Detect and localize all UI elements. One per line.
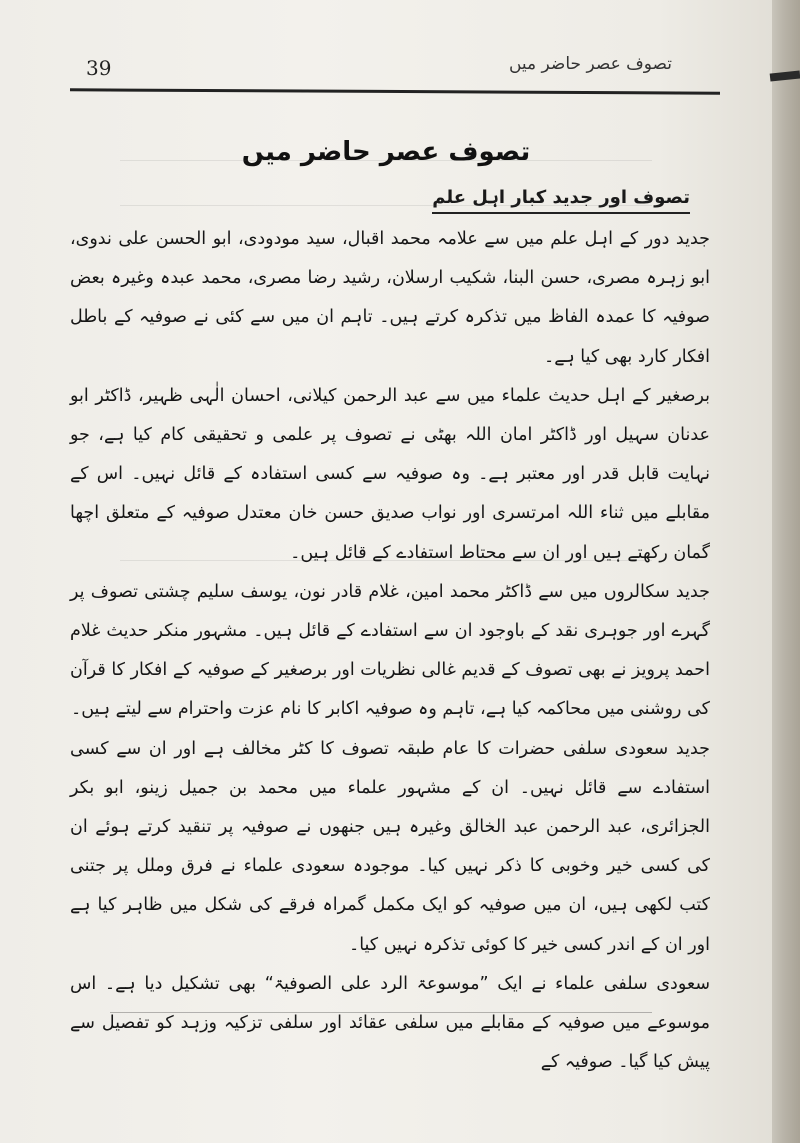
paragraph-5: سعودی سلفی علماء نے ایک ”موسوعۃ الرد علی الصوفیۃ“ بھی تشکیل دیا ہے۔ اس موسوعے میں صوفیہ کے مقابلے میں سلفی عقائد اور سلفی تزکیہ وزہد کو تفصیل سے پیش کیا گیا۔ صوفیہ کے xyxy=(70,973,710,1073)
paragraph-4: جدید سعودی سلفی حضرات کا عام طبقہ تصوف کا کٹر مخالف ہے اور ان سے کسی استفادے سے قائل نہیں۔ ان کے مشہور علماء میں محمد بن جمیل زینو، ابو بکر الجزائری، عبد الرحمن عبد الخالق وغیرہ ہیں جنھوں نے صوفیہ پر تنقید کرتے ہوئے ان کی کسی خیر وخوبی کا ذکر نہیں کیا۔ موجودہ سعودی علماء نے فرق وملل پر جتنی کتب لکھی ہیں، ان میں صوفیہ کو ایک مکمل گمراہ فرقے کی شکل میں ظاہر کیا ہے اور ان کے اندر کسی خیر کا کوئی تذکرہ نہیں کیا۔ xyxy=(70,738,710,955)
paragraph-3: جدید سکالروں میں سے ڈاکٹر محمد امین، غلام قادر نون، یوسف سلیم چشتی تصوف پر گہرے اور جوہری نقد کے باوجود ان سے استفادے کے قائل ہیں۔ مشہور منکر حدیث غلام احمد پرویز نے بھی تصوف کے قدیم غالی نظریات اور برصغیر کے صوفیہ کے افکار کا قرآن کی روشنی میں محاکمہ کیا ہے، تاہم وہ صوفیہ اکابر کا نام عزت واحترام سے لیتے ہیں۔ xyxy=(70,581,710,720)
running-title: تصوف عصر حاضر میں xyxy=(508,54,672,74)
body-text xyxy=(70,220,710,1082)
paragraph-2: برصغیر کے اہل حدیث علماء میں سے عبد الرحمن کیلانی، احسان الٰہی ظہیر، ڈاکٹر ابو عدنان سہیل اور ڈاکٹر امان اللہ بھٹی نے تصوف پر علمی و تحقیقی کام کیا ہے، جو نہایت قابل قدر اور معتبر ہے۔ وہ صوفیہ سے کسی استفادہ کے قائل نہیں۔ اس کے مقابلے میں ثناء اللہ امرتسری اور نواب صدیق حسن خان معتدل صوفیہ کے متعلق اچھا گمان رکھتے ہیں اور ان سے محتاط استفادے کے قائل ہیں۔ xyxy=(70,385,710,563)
footnote-rule xyxy=(110,1012,652,1013)
header-rule xyxy=(70,88,720,94)
show-through-line xyxy=(120,205,652,206)
page-number: 39 xyxy=(86,56,112,80)
chapter-title: تصوف عصر حاضر میں xyxy=(241,137,531,168)
section-heading: تصوف اور جدید کبار اہل علم xyxy=(432,187,690,214)
book-spine xyxy=(772,0,800,1143)
paragraph-1: جدید دور کے اہل علم میں سے علامہ محمد اقبال، سید مودودی، ابو الحسن علی ندوی، ابو زہرہ مصری، حسن البنا، شکیب ارسلان، رشید رضا مصری، محمد عبدہ وغیرہ بعض صوفیہ کا عمدہ الفاظ میں تذکرہ کرتے ہیں۔ تاہم ان میں سے کئی نے صوفیہ کے باطل افکار کارد بھی کیا ہے۔ xyxy=(70,229,710,367)
show-through-line xyxy=(120,160,652,161)
